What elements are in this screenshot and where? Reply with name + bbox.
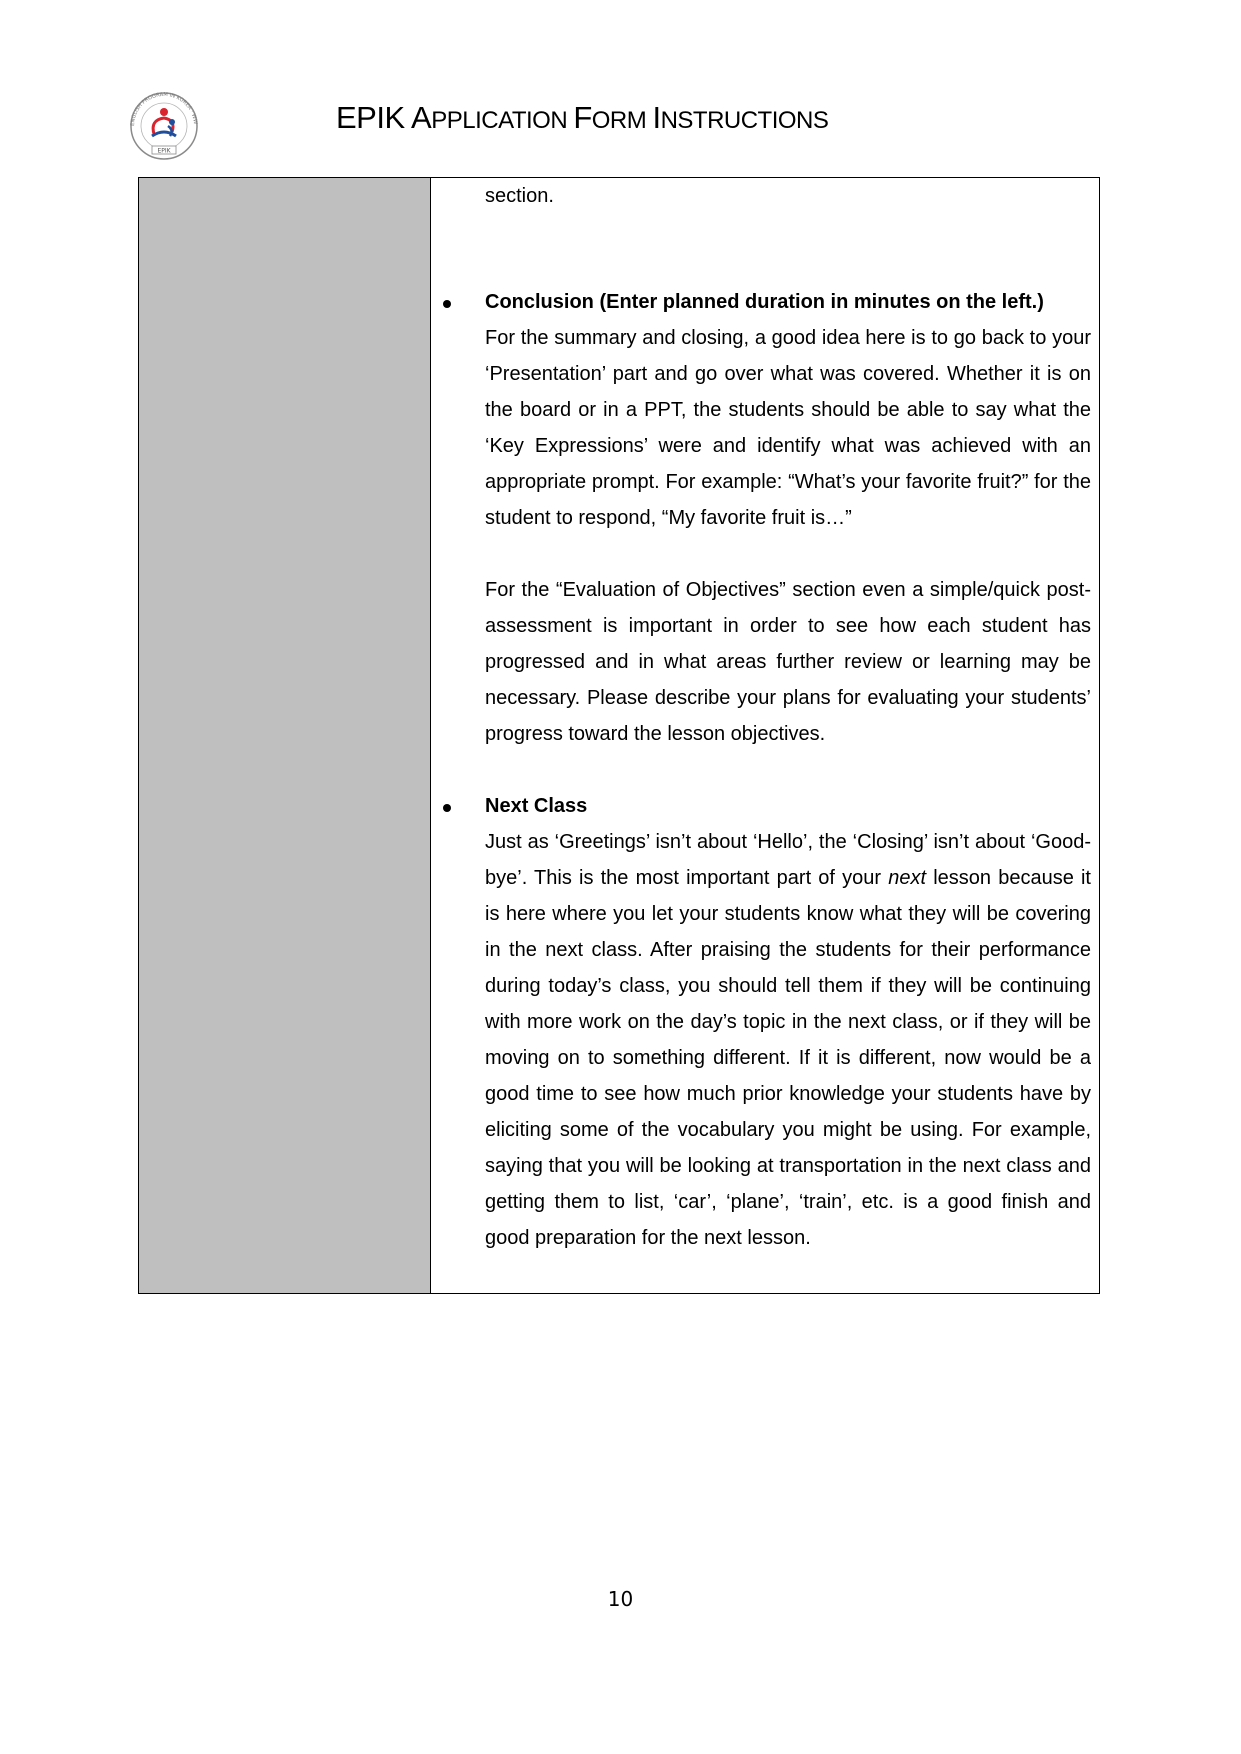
duration-cell [139, 178, 431, 1293]
title-part: PPLICATION [431, 107, 574, 134]
epik-logo [124, 88, 216, 160]
instructions-table [138, 177, 1100, 1294]
logo-arc-text: ENGLISH PROGRAM IN KOREA · WW [129, 91, 199, 127]
next-class-heading: Next Class [485, 795, 588, 817]
title-part: I [652, 100, 661, 135]
next-class-section [485, 788, 1091, 1256]
next-class-emphasis: next [888, 867, 927, 889]
page-number: 10 [607, 1587, 634, 1611]
next-class-text-part: Just as ‘Greetings’ isn’t about ‘Hello’, the ‘Closing’ isn’t about ‘Good-bye’. This is the most important part of your [485, 831, 1091, 889]
title-part: ORM [591, 107, 653, 134]
bullet-icon [443, 300, 451, 308]
title-part: F [573, 100, 592, 135]
title-part: EPIK A [336, 100, 432, 135]
svg-text:ENGLISH PROGRAM IN KOREA · WWW [124, 88, 198, 126]
epik-seal-icon [124, 88, 216, 160]
bullet-icon [443, 804, 451, 812]
title-part: NSTRUCTIONS [660, 107, 829, 134]
next-class-paragraph [485, 824, 1091, 1256]
document-title [336, 100, 828, 136]
description-cell [431, 178, 1099, 1293]
conclusion-heading: Conclusion (Enter planned duration in minutes on the left.) [485, 291, 1044, 313]
next-class-text-part: lesson because it is here where you let your students know what they will be covering in the next class. After praising the students for their performance during today’s class, you should tell them if they will be continuing with more work on the day’s topic in the next class, or if they will be moving on to something different. If it is different, now would be a good time to see how much prior knowledge your students have by eliciting some of the vocabulary you might be using. For example, saying that you will be looking at transportation in the next class and getting them to list, ‘car’, ‘plane’, ‘train’, etc. is a good finish and good preparation for the next lesson. [485, 867, 1091, 1249]
conclusion-paragraph-2: For the “Evaluation of Objectives” section even a simple/quick post-assessment is important in order to see how each student has progressed and in what areas further review or learning may be necessary. Please describe your plans for evaluating your students’ progress toward the lesson objectives. [485, 579, 1091, 745]
conclusion-section [485, 284, 1091, 752]
logo-bottom-text: EPIK [157, 147, 171, 155]
conclusion-paragraph-1: For the summary and closing, a good idea here is to go back to your ‘Presentation’ part and go over what was covered. Whether it is on the board or in a PPT, the students should be able to say what the ‘Key Expressions’ were and identify what was achieved with an appropriate prompt. For example: “What’s your favorite fruit?” for the student to respond, “My favorite fruit is…” [485, 327, 1091, 529]
intro-text: section. [485, 185, 554, 207]
intro-text-block [485, 178, 1091, 214]
